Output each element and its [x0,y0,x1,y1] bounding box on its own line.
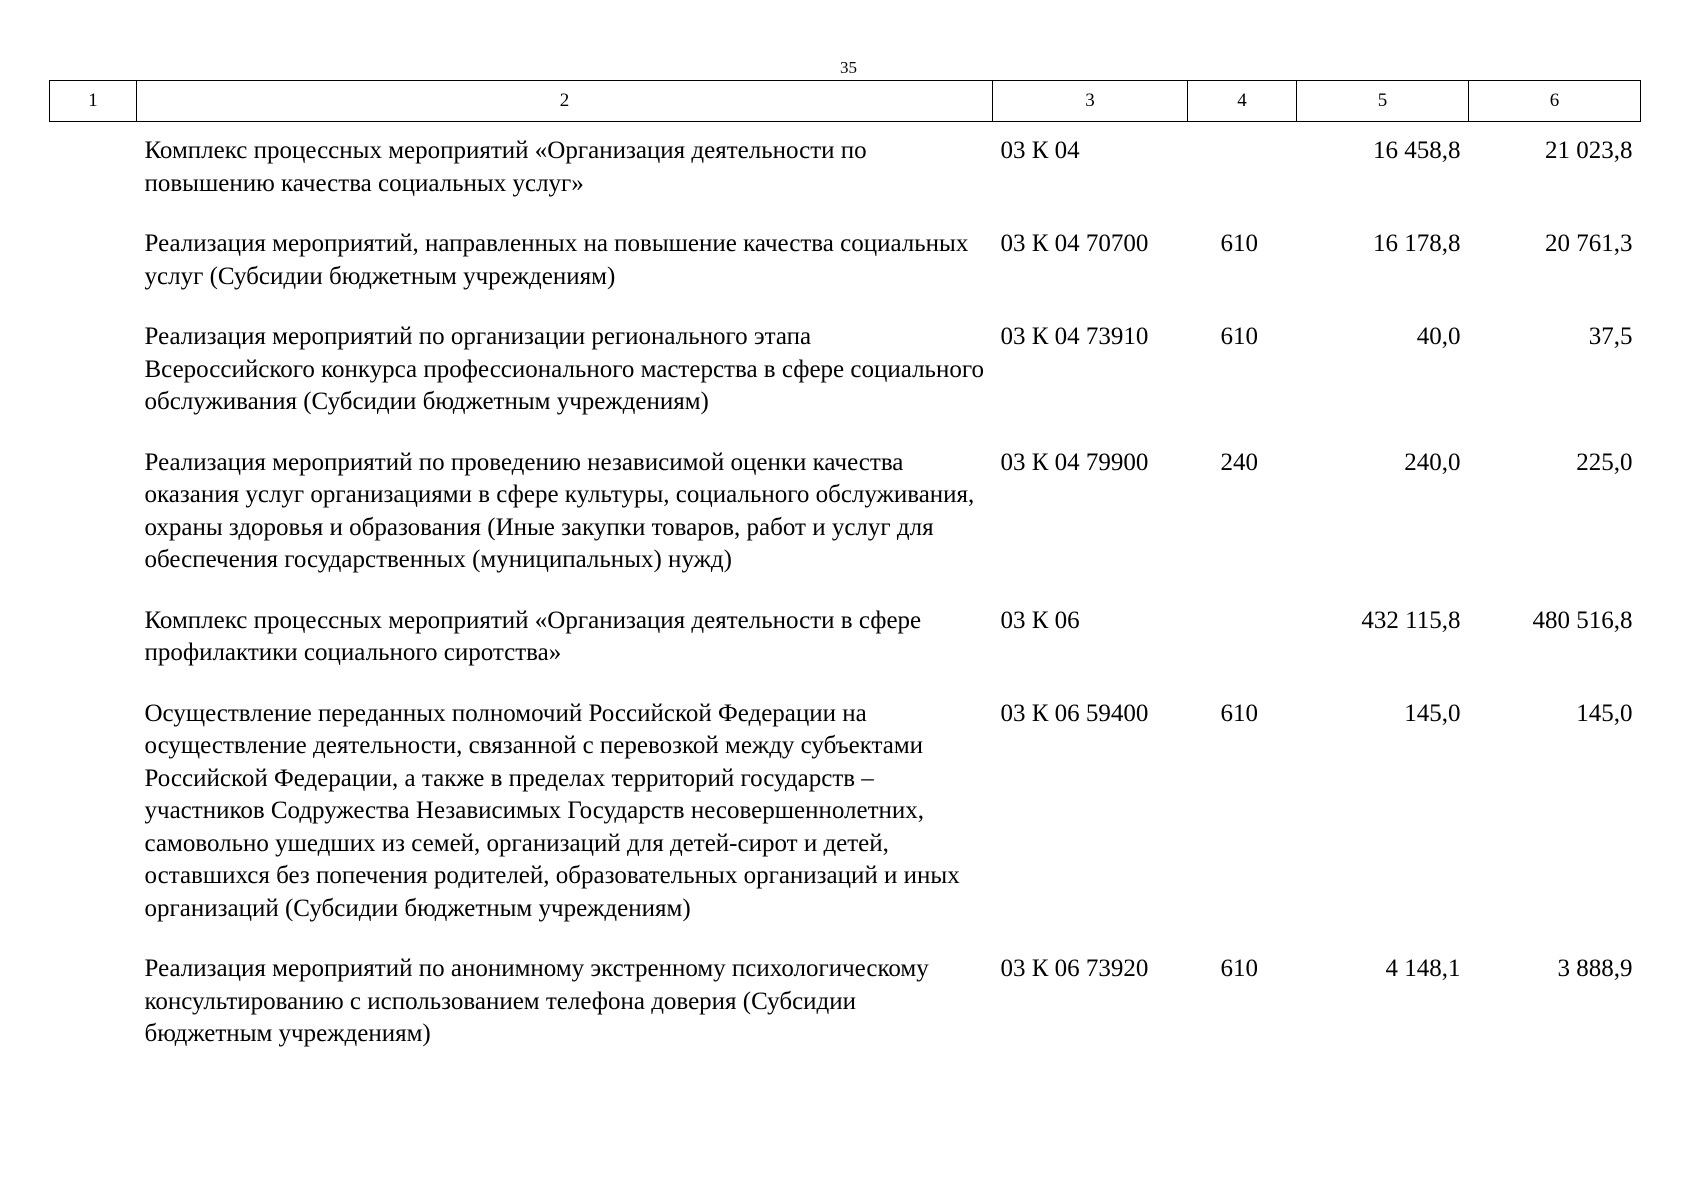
row-name: Реализация мероприятий по проведению независимой оценки качества оказания услуг организациями в сфере культуры, социального обслуживания, охраны здоровья и образования (Иные закупки товаров, работ и услуг для обеспечения государственных (муниципальных) нужд) [144,448,975,573]
row-name: Комплекс процессных мероприятий «Организация деятельности по повышению качества социальных услуг» [144,137,867,197]
row-name: Реализация мероприятий по анонимному экстренному психологическому консультированию с использованием телефона доверия (Субсидии бюджетным учреждениям) [144,955,929,1047]
table-row [50,592,1641,685]
row-value-5: 145,0 [1404,699,1461,727]
header-col-3: 3 [993,81,1188,122]
row-value-5: 16 458,8 [1373,137,1461,164]
header-col-5: 5 [1297,81,1469,122]
row-index-cell [50,940,137,1066]
table-row [50,434,1641,592]
header-col-2: 2 [137,81,993,122]
row-code: 03 К 06 73920 [1000,955,1149,982]
header-col-1: 1 [50,81,137,122]
row-value-6: 225,0 [1576,448,1633,476]
row-type: 610 [1220,699,1258,727]
row-value-6: 145,0 [1576,699,1633,727]
row-value-6: 37,5 [1588,323,1633,350]
row-value-6: 20 761,3 [1545,230,1633,257]
row-value-6: 21 023,8 [1545,137,1633,164]
row-value-5: 16 178,8 [1373,230,1461,257]
row-code: 03 К 04 73910 [1000,323,1149,350]
row-name: Комплекс процессных мероприятий «Организация деятельности в сфере профилактики социального сиротства» [144,606,922,666]
row-value-6: 480 516,8 [1532,606,1633,634]
header-col-6: 6 [1469,81,1641,122]
header-row [50,81,1641,122]
table-body [50,122,1641,1066]
row-type [1188,122,1297,216]
row-type: 610 [1220,323,1258,350]
table-header [50,81,1641,122]
table-row [50,122,1641,216]
row-index-cell [50,308,137,434]
row-index-cell [50,434,137,592]
row-name: Осуществление переданных полномочий Российской Федерации на осуществление деятельности, связанной с перевозкой между субъектами Российской Федерации, а также в пределах территорий государств – участников Содружества Независимых Государств несовершеннолетних, самовольно ушедших из семей, организаций для детей-сирот и детей, оставшихся без попечения родителей, образовательных организаций и иных организаций (Субсидии бюджетным учреждениям) [144,699,960,922]
row-type: 610 [1220,230,1258,257]
row-type: 240 [1220,448,1258,476]
row-value-5: 40,0 [1416,323,1461,350]
row-code: 03 К 06 59400 [1000,699,1149,727]
header-col-4: 4 [1188,81,1297,122]
table-row [50,215,1641,308]
row-value-5: 4 148,1 [1385,955,1461,982]
page-number: 35 [840,58,857,77]
row-index-cell [50,122,137,216]
table-row [50,308,1641,434]
table-row [50,940,1641,1066]
row-index-cell [50,592,137,685]
row-value-5: 432 115,8 [1361,606,1461,634]
row-code: 03 К 04 79900 [1000,448,1149,476]
row-name: Реализация мероприятий по организации регионального этапа Всероссийского конкурса профессионального мастерства в сфере социального обслуживания (Субсидии бюджетным учреждениям) [144,323,984,415]
row-type: 610 [1220,955,1258,982]
row-value-5: 240,0 [1404,448,1461,476]
row-code: 03 К 06 [1000,606,1080,634]
row-value-6: 3 888,9 [1557,955,1633,982]
table-row [50,685,1641,941]
row-index-cell [50,215,137,308]
row-code: 03 К 04 [1000,137,1080,164]
row-code: 03 К 04 70700 [1000,230,1149,257]
budget-table [49,80,1641,1066]
row-type [1188,592,1297,685]
row-name: Реализация мероприятий, направленных на повышение качества социальных услуг (Субсидии бюджетным учреждениям) [144,230,969,290]
row-index-cell [50,685,137,941]
